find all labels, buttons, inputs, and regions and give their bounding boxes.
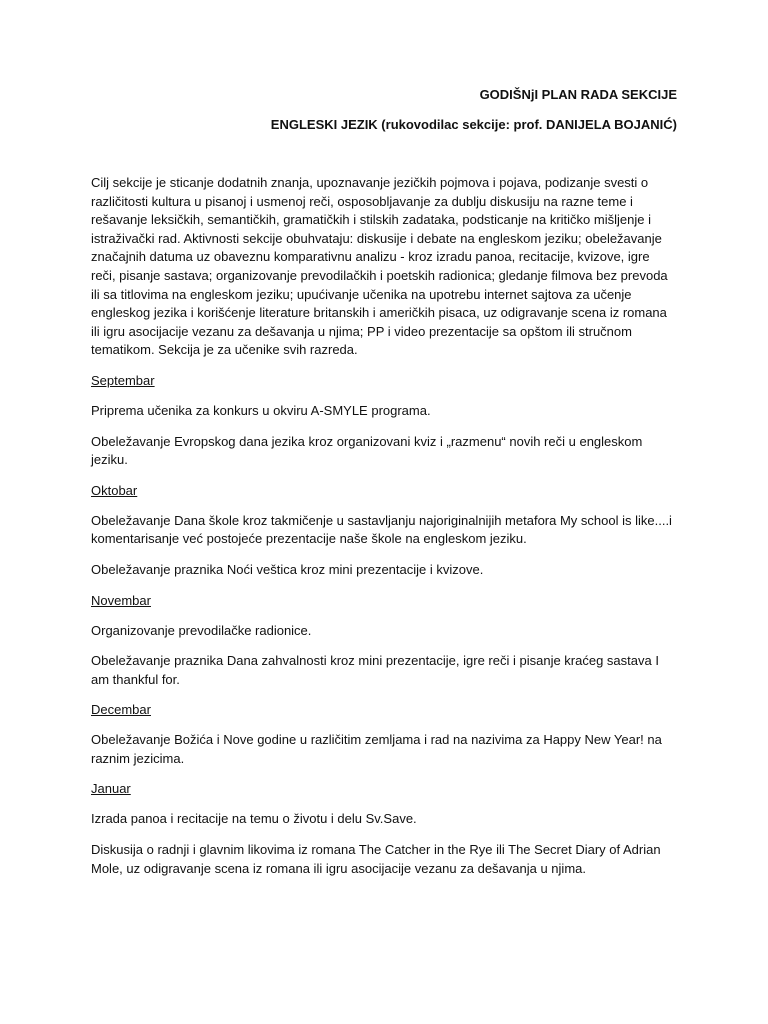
- month-heading-november: Novembar: [91, 592, 151, 608]
- november-item-1: Organizovanje prevodilačke radionice.: [91, 622, 312, 638]
- month-heading-january: Januar: [91, 781, 131, 797]
- september-item-1: Priprema učenika za konkurs u okviru A-SMYLE programa.: [91, 402, 431, 418]
- september-item-2: Obeležavanje Evropskog dana jezika kroz organizovani kviz i „razmenu“ novih reči u engleskom jeziku.: [91, 433, 643, 468]
- october-item-2: Obeležavanje praznika Noći veštica kroz mini prezentacije i kvizove.: [91, 561, 484, 577]
- document-title: GODIŠNjI PLAN RADA SEKCIJE: [479, 87, 677, 102]
- november-item-2: Obeležavanje praznika Dana zahvalnosti kroz mini prezentacije, igre reči i pisanje kraćeg sastava I am thankful for.: [91, 653, 659, 687]
- intro-paragraph: Cilj sekcije je sticanje dodatnih znanja, upoznavanje jezičkih pojmova i pojava, podizanje svesti o različitosti kultura u pisanoj i usmenoj reči, osposobljavanje za dublju diskusiju na razne teme i rešavanje leksičkih, semantičkih, gramatičkih i stilskih zadataka, podsticanje na kritičko mišljenje i istraživački rad. Aktivnosti sekcije obuhvataju: diskusije i debate na engleskom jeziku; obeležavanje značajnih datuma uz obaveznu komparativnu analizu - kroz izradu panoa, recitacije, kvizove, igre reči, pisanje sastava; organizovanje prevodilačkih i poetskih radionica; gledanje filmova bez prevoda ili sa titlovima na engleskom jeziku; upućivanje učenika na upotrebu internet sajtova za učenje engleskog jezika i korišćenje literature britanskih i američkih pisaca, uz odigravanje scena iz romana ili igru asocijacije vezanu za dešavanja u njima; PP i video prezentacije sa opštom ili stručnom tematikom. Sekcija je za učenike svih razreda.: [91, 175, 668, 358]
- document-subtitle: ENGLESKI JEZIK (rukovodilac sekcije: prof. DANIJELA BOJANIĆ): [270, 117, 677, 132]
- month-heading-october: Oktobar: [91, 482, 138, 498]
- january-item-1: Izrada panoa i recitacije na temu o životu i delu Sv.Save.: [91, 811, 417, 827]
- month-heading-september: Septembar: [91, 372, 155, 388]
- january-item-2: Diskusija o radnji i glavnim likovima iz romana The Catcher in the Rye ili The Secret Diary of Adrian Mole, uz odigravanje scena iz romana ili igru asocijacije vezanu za dešavanja u njima.: [91, 842, 661, 876]
- month-heading-december: Decembar: [91, 702, 151, 718]
- october-item-1: Obeležavanje Dana škole kroz takmičenje u sastavljanju najoriginalnijih metafora My school is like....i komentarisanje već postojeće prezentacije naše škole na engleskom jeziku.: [91, 512, 672, 547]
- document-content: [91, 86, 677, 890]
- december-item-1: Obeležavanje Božića i Nove godine u različitim zemljama i rad na nazivima za Happy New Year! na raznim jezicima.: [91, 732, 662, 766]
